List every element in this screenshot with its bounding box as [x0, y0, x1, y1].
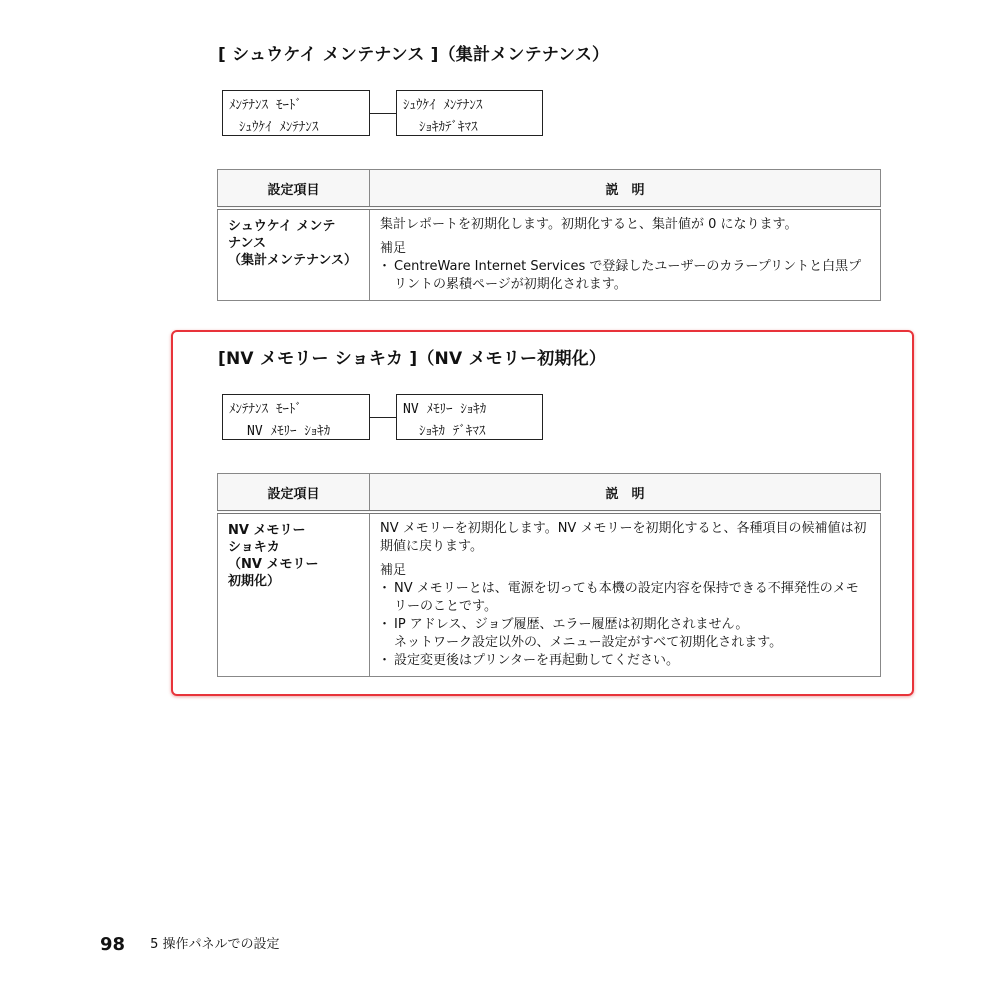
- lcd-line-1: ｼｭｳｹｲ ﾒﾝﾃﾅﾝｽ: [403, 98, 483, 113]
- table-header-item: 設定項目: [218, 170, 370, 209]
- lcd-line-2: ｼｮｷｶ ﾃﾞｷﾏｽ: [419, 424, 486, 439]
- list-item-extra: ネットワーク設定以外の、メニュー設定がすべて初期化されます。: [394, 635, 783, 650]
- lcd-display-shukei: [396, 90, 543, 136]
- lcd-line-2: ｼｮｷｶﾃﾞｷﾏｽ: [419, 120, 478, 135]
- table-header-description: 説 明: [370, 170, 881, 209]
- setting-description: [370, 208, 881, 301]
- lcd-display-maintenance-mode: [222, 394, 370, 440]
- note-list: [380, 258, 870, 294]
- lcd-line-2: ｼｭｳｹｲ ﾒﾝﾃﾅﾝｽ: [239, 120, 319, 135]
- note-title: 補足: [380, 241, 407, 256]
- settings-table-shukei: [217, 169, 881, 301]
- list-item: ・ NV メモリーとは、電源を切っても本機の設定内容を保持できる不揮発性のメモリーのことです。: [380, 580, 870, 616]
- page-footer: [100, 934, 280, 955]
- section-title-shukei: [ シュウケイ メンテナンス ]（集計メンテナンス）: [218, 45, 610, 65]
- lcd-line-1: NV ﾒﾓﾘｰ ｼｮｷｶ: [403, 402, 487, 417]
- lcd-line-1: ﾒﾝﾃﾅﾝｽ ﾓｰﾄﾞ: [229, 98, 302, 113]
- table-header-description: 説 明: [370, 474, 881, 513]
- list-item: ・ 設定変更後はプリンターを再起動してください。: [380, 652, 870, 670]
- lcd-display-maintenance-mode: [222, 90, 370, 136]
- lcd-connector-line: [370, 417, 396, 418]
- section-title-nv-memory: [NV メモリー ショキカ ]（NV メモリー初期化）: [218, 349, 607, 369]
- table-header-item: 設定項目: [218, 474, 370, 513]
- settings-table-nv-memory: [217, 473, 881, 677]
- lcd-connector-line: [370, 113, 396, 114]
- table-row: [218, 512, 881, 677]
- description-text: NV メモリーを初期化します。NV メモリーを初期化すると、各種項目の候補値は初期値に戻ります。: [380, 521, 867, 554]
- table-row: [218, 208, 881, 301]
- list-item: ・ CentreWare Internet Services で登録したユーザーのカラープリントと白黒プリントの累積ページが初期化されます。: [380, 258, 870, 294]
- page-number: 98: [100, 934, 126, 955]
- lcd-display-nv-memory: [396, 394, 543, 440]
- note-list: [380, 580, 870, 670]
- list-item-text: IP アドレス、ジョブ履歴、エラー履歴は初期化されません。: [394, 617, 749, 632]
- chapter-title: 5 操作パネルでの設定: [150, 937, 280, 952]
- setting-item-name: シュウケイ メンテ ナンス （集計メンテナンス）: [218, 208, 370, 301]
- setting-item-name: NV メモリー ショキカ （NV メモリー 初期化）: [218, 512, 370, 677]
- lcd-line-1: ﾒﾝﾃﾅﾝｽ ﾓｰﾄﾞ: [229, 402, 302, 417]
- note-title: 補足: [380, 563, 407, 578]
- lcd-line-2: NV ﾒﾓﾘｰ ｼｮｷｶ: [247, 424, 331, 439]
- description-text: 集計レポートを初期化します。初期化すると、集計値が 0 になります。: [380, 217, 798, 232]
- list-item: [380, 616, 870, 652]
- setting-description: [370, 512, 881, 677]
